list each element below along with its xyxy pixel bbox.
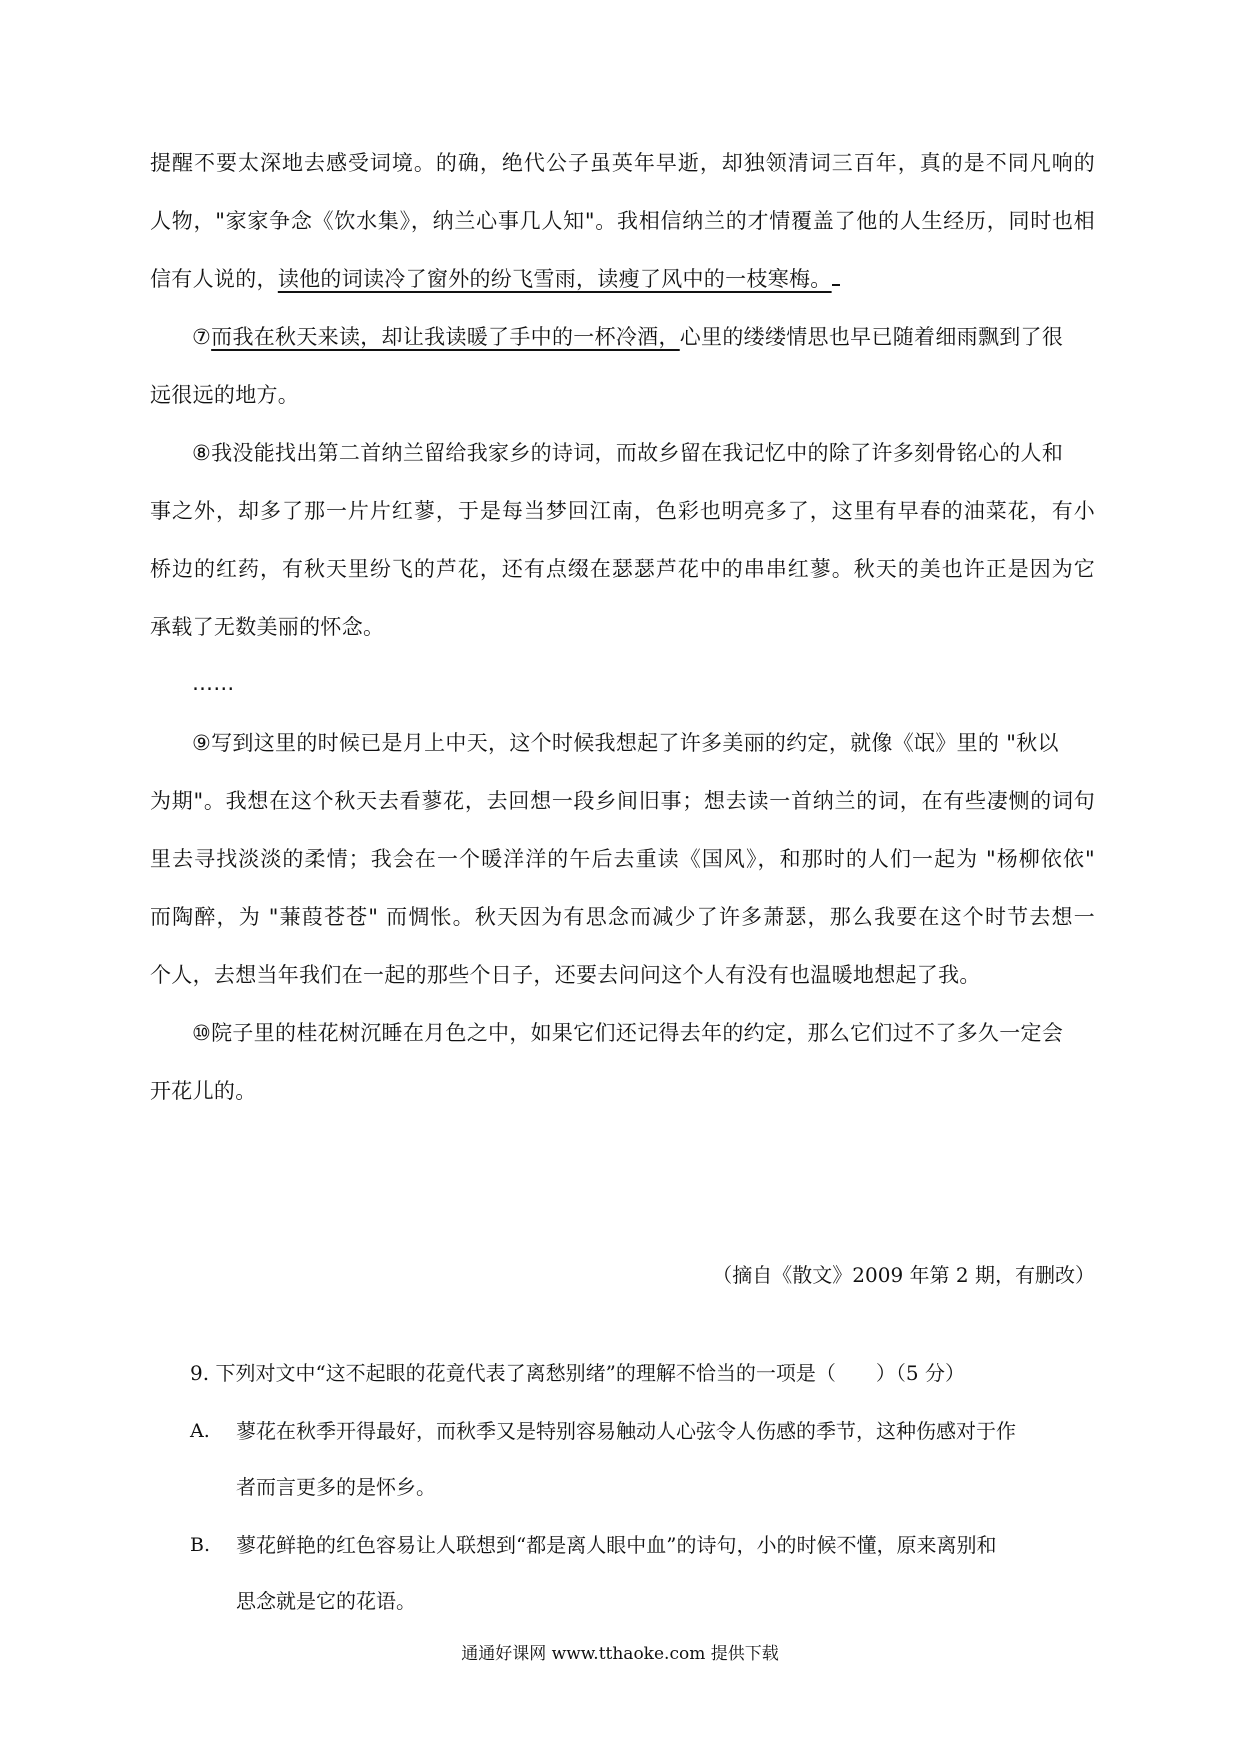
underline-tail <box>832 283 840 286</box>
passage-line: 人物，"家家争念《饮水集》，纳兰心事几人知"。我相信纳兰的才情覆盖了他的人生经历，同时也相 <box>150 209 1095 233</box>
passage-line: ⑧我没能找出第二首纳兰留给我家乡的诗词，而故乡留在我记忆中的除了许多刻骨铭心的人和 <box>192 441 1064 465</box>
passage-line: 远很远的地方。 <box>150 383 300 407</box>
passage-line: 而陶醉，为 "蒹葭苍苍" 而惆怅。秋天因为有思念而减少了许多萧瑟，那么我要在这个时节去想一 <box>150 905 1095 929</box>
underlined-sentence: 读他的词读冷了窗外的纷飞雪雨，读瘦了风中的一枝寒梅。 <box>277 267 832 291</box>
option-a-line1: 蓼花在秋季开得最好，而秋季又是特别容易触动人心弦令人伤感的季节，这种伤感对于作 <box>236 1419 1016 1443</box>
option-b-line1: 蓼花鲜艳的红色容易让人联想到“都是离人眼中血”的诗句，小的时候不懂，原来离别和 <box>236 1533 997 1557</box>
passage-line: ⑩院子里的桂花树沉睡在月色之中，如果它们还记得去年的约定，那么它们过不了多久一定会 <box>192 1021 1064 1045</box>
paragraph-marker: ⑦ <box>192 325 212 349</box>
page-footer: 通通好课网 www.tthaoke.com 提供下载 <box>461 1644 779 1664</box>
ellipsis: …… <box>192 671 235 695</box>
question-stem: 9. 下列对文中“这不起眼的花竟代表了离愁别绪”的理解不恰当的一项是（ ）（5 分） <box>190 1361 965 1385</box>
passage-line: 个人，去想当年我们在一起的那些个日子，还要去问问这个人有没有也温暖地想起了我。 <box>150 963 981 987</box>
underlined-sentence: 而我在秋天来读，却让我读暖了手中的一杯冷酒， <box>211 325 680 349</box>
passage-text: 信有人说的， <box>150 267 278 291</box>
passage-line: ⑨写到这里的时候已是月上中天，这个时候我想起了许多美丽的约定，就像《氓》里的 "秋以 <box>192 731 1059 755</box>
passage-line: 承载了无数美丽的怀念。 <box>150 615 385 639</box>
option-a-line2: 者而言更多的是怀乡。 <box>236 1475 436 1499</box>
passage-line: 里去寻找淡淡的柔情；我会在一个暖洋洋的午后去重读《国风》，和那时的人们一起为 "杨柳依依" <box>150 847 1095 871</box>
passage-line: 桥边的红药，有秋天里纷飞的芦花，还有点缀在瑟瑟芦花中的串串红蓼。秋天的美也许正是因为它 <box>150 557 1095 581</box>
passage-line <box>192 322 1063 352</box>
passage-line: 为期"。我想在这个秋天去看蓼花，去回想一段乡间旧事；想去读一首纳兰的词，在有些凄恻的词句 <box>150 789 1095 813</box>
source-citation: （摘自《散文》2009 年第 2 期，有删改） <box>712 1263 1095 1287</box>
option-letter-b: B. <box>190 1534 211 1556</box>
passage-line <box>150 264 840 294</box>
passage-text: 心里的缕缕情思也早已随着细雨飘到了很 <box>679 325 1064 349</box>
passage-line: 开花儿的。 <box>150 1079 257 1103</box>
passage-line: 提醒不要太深地去感受词境。的确，绝代公子虽英年早逝，却独领清词三百年，真的是不同凡响的 <box>150 151 1095 175</box>
option-letter-a: A. <box>190 1420 210 1442</box>
option-b-line2: 思念就是它的花语。 <box>236 1589 416 1613</box>
passage-line: 事之外，却多了那一片片红蓼，于是每当梦回江南，色彩也明亮多了，这里有早春的油菜花，有小 <box>150 499 1095 523</box>
